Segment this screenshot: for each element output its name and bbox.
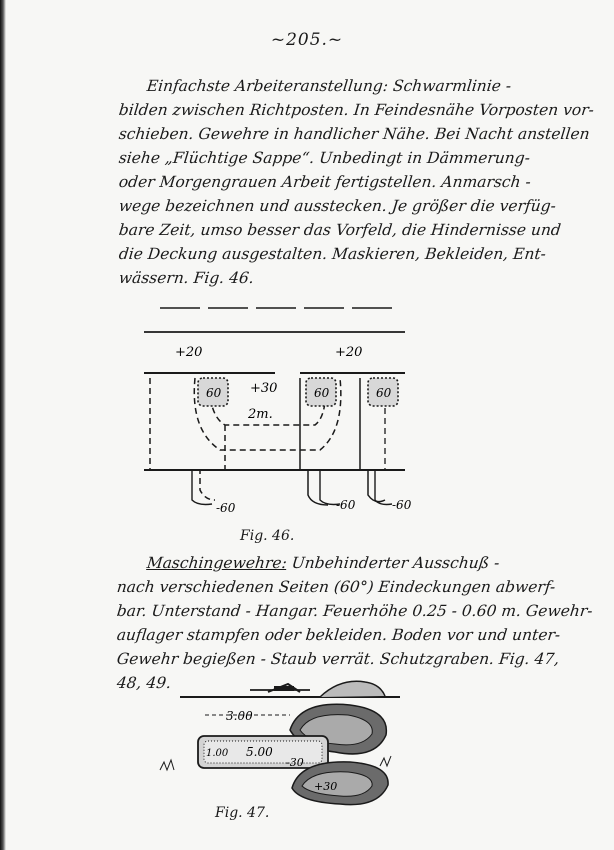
label-minus30: -30 — [286, 756, 304, 769]
label-dim-500: 5.00 — [246, 745, 273, 759]
text-line: auflager stampfen oder bekleiden. Boden vor und unter- — [115, 626, 562, 644]
figure-46-caption: Fig. 46. — [240, 528, 295, 544]
text-line: die Deckung ausgestalten. Maskieren, Bekleiden, Ent- — [117, 245, 547, 263]
page-edge-shadow — [0, 0, 6, 850]
text-line: 48, 49. — [115, 674, 173, 692]
label-plus30: +30 — [250, 381, 278, 396]
text-line: wege bezeichnen und ausstecken. Je größer die verfüg- — [117, 197, 557, 215]
text-line: oder Morgengrauen Arbeit fertigstellen. Anmarsch - — [117, 173, 532, 191]
figure-46 — [130, 300, 430, 515]
text-line-with-heading — [146, 552, 501, 574]
label-minus60-a: -60 — [216, 501, 236, 515]
figure-47 — [150, 670, 400, 810]
text-line: bare Zeit, umso besser das Vorfeld, die Hindernisse und — [117, 221, 562, 239]
text-line: Gewehr begießen - Staub verrät. Schutzgraben. Fig. 47, — [115, 650, 561, 668]
label-minus60-c: -60 — [392, 498, 412, 512]
page-number: ~205.~ — [270, 30, 344, 50]
text-line: siehe „Flüchtige Sappe“. Unbedingt in Dämmerung- — [117, 149, 531, 167]
label-minus60-b: -60 — [336, 498, 356, 512]
label-width: 2m. — [248, 407, 273, 422]
label-plus20-left: +20 — [175, 345, 203, 360]
label-box-60-left: 60 — [206, 386, 222, 400]
text-line: nach verschiedenen Seiten (60°) Eindeckungen abwerf- — [115, 578, 557, 596]
text-line: Unbehinderter Ausschuß - — [285, 554, 501, 572]
text-line: bilden zwischen Richtposten. In Feindesnähe Vorposten vor- — [117, 101, 595, 119]
label-dim-100: 1.00 — [206, 748, 229, 759]
label-box-60-mid: 60 — [314, 386, 330, 400]
text-line: bar. Unterstand - Hangar. Feuerhöhe 0.25 - 0.60 m. Gewehr- — [115, 602, 594, 620]
machine-gun-icon — [250, 684, 310, 692]
text-line: Einfachste Arbeiteranstellung: Schwarmlinie - — [145, 77, 513, 95]
label-plus30: +30 — [314, 780, 338, 793]
label-plus20-right: +20 — [335, 345, 363, 360]
label-dim-300: 3.00 — [226, 709, 253, 723]
text-line: schieben. Gewehre in handlicher Nähe. Bei Nacht anstellen — [117, 125, 591, 143]
figure-47-caption: Fig. 47. — [215, 805, 270, 821]
text-line: wässern. Fig. 46. — [117, 269, 255, 287]
label-box-60-right: 60 — [376, 386, 392, 400]
section-heading-maschingewehre: Maschingewehre: — [145, 554, 288, 572]
